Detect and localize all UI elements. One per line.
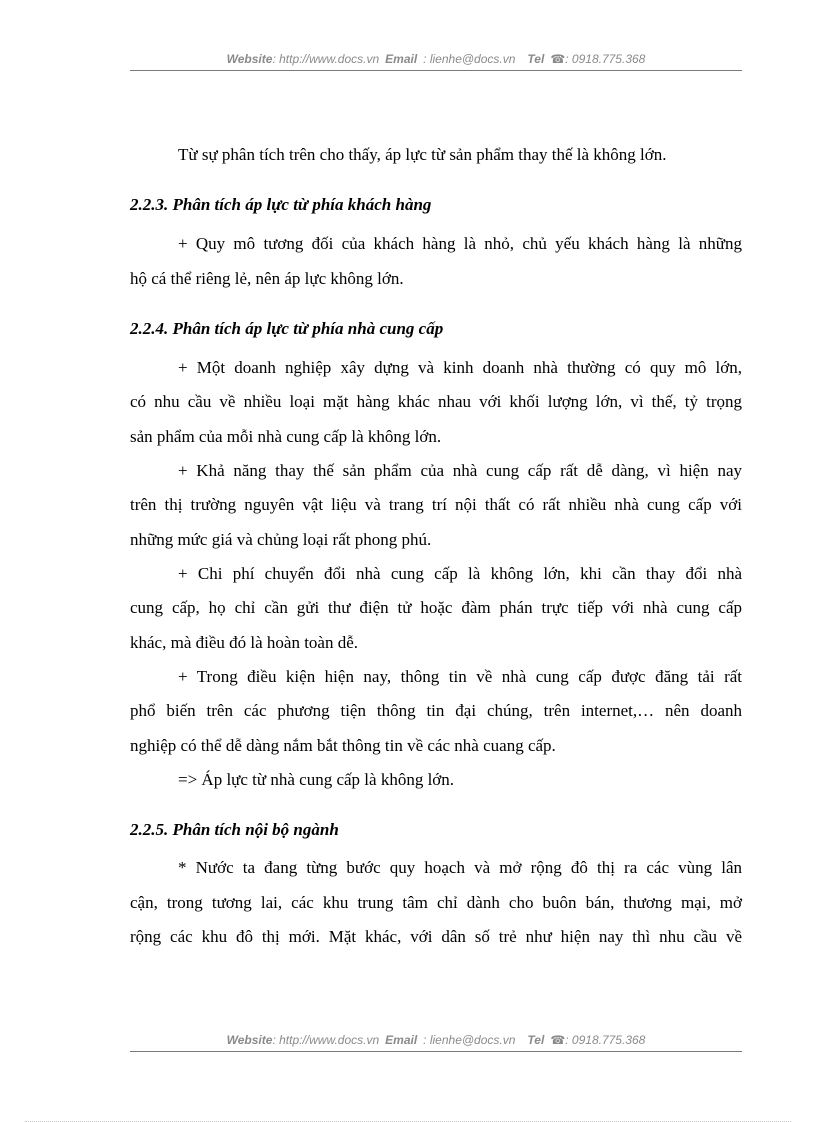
footer-email-value: : lienhe@docs.vn — [423, 1033, 516, 1047]
footer-divider — [130, 1051, 742, 1052]
footer-tel-label: Tel — [527, 1033, 545, 1047]
paragraph-line: cung cấp, họ chỉ cần gửi thư điện tử hoặc đàm phán trực tiếp với nhà cung cấp — [130, 598, 742, 617]
paragraph-line: có nhu cầu về nhiều loại mặt hàng khác nhau với khối lượng lớn, vì thế, tỷ trọng — [130, 392, 742, 411]
section-heading-2-2-3: 2.2.3. Phân tích áp lực từ phía khách hàng — [130, 195, 432, 214]
paragraph-line: + Khả năng thay thế sản phẩm của nhà cung cấp rất dễ dàng, vì hiện nay — [178, 461, 742, 480]
paragraph-line: + Trong điều kiện hiện nay, thông tin về nhà cung cấp được đăng tải rất — [178, 667, 742, 686]
header-divider — [130, 70, 742, 71]
footer-website-url: : http://www.docs.vn — [272, 1033, 380, 1047]
paragraph-line: hộ cá thể riêng lẻ, nên áp lực không lớn. — [130, 269, 404, 288]
header-email-value: : lienhe@docs.vn — [423, 52, 516, 66]
paragraph-line: trên thị trường nguyên vật liệu và trang trí nội thất có rất nhiều nhà cung cấp với — [130, 495, 742, 514]
page-footer — [130, 1033, 742, 1047]
paragraph-line: sản phẩm của mỗi nhà cung cấp là không lớn. — [130, 427, 442, 446]
header-email-label: Email — [385, 52, 418, 66]
paragraph-line: * Nước ta đang từng bước quy hoạch và mở rộng đô thị ra các vùng lân — [178, 858, 742, 877]
paragraph-line: + Quy mô tương đối của khách hàng là nhỏ, chủ yếu khách hàng là những — [178, 234, 742, 253]
telephone-icon: ☎ — [550, 52, 566, 66]
paragraph-line: nghiệp có thể dễ dàng nắm bắt thông tin về các nhà cuang cấp. — [130, 736, 556, 755]
header-tel-label: Tel — [527, 52, 545, 66]
telephone-icon: ☎ — [550, 1033, 566, 1047]
paragraph-line: => Áp lực từ nhà cung cấp là không lớn. — [178, 770, 455, 789]
paragraph-line: những mức giá và chủng loại rất phong phú. — [130, 530, 432, 549]
header-website-url: : http://www.docs.vn — [272, 52, 380, 66]
paragraph-line: rộng các khu đô thị mới. Mặt khác, với dân số trẻ như hiện nay thì nhu cầu về — [130, 927, 742, 946]
header-tel-value: : 0918.775.368 — [565, 52, 646, 66]
paragraph-line: + Chi phí chuyển đổi nhà cung cấp là không lớn, khi cần thay đổi nhà — [178, 564, 742, 583]
paragraph-line: cận, trong tương lai, các khu trung tâm chỉ dành cho buôn bán, thương mại, mở — [130, 893, 742, 912]
footer-email-label: Email — [385, 1033, 418, 1047]
paragraph-line: Từ sự phân tích trên cho thấy, áp lực từ sản phẩm thay thế là không lớn. — [178, 145, 667, 164]
page-header — [130, 52, 742, 66]
section-heading-2-2-4: 2.2.4. Phân tích áp lực từ phía nhà cung cấp — [130, 319, 444, 338]
footer-website-label: Website — [226, 1033, 273, 1047]
footer-tel-value: : 0918.775.368 — [565, 1033, 646, 1047]
paragraph-line: phổ biến trên các phương tiện thông tin đại chúng, trên internet,… nên doanh — [130, 701, 742, 720]
paragraph-line: khác, mà điều đó là hoàn toàn dễ. — [130, 633, 359, 652]
page-bottom-border — [25, 1121, 791, 1122]
section-heading-2-2-5: 2.2.5. Phân tích nội bộ ngành — [130, 820, 339, 839]
header-website-label: Website — [226, 52, 273, 66]
paragraph-line: + Một doanh nghiệp xây dựng và kinh doanh nhà thường có quy mô lớn, — [178, 358, 742, 377]
